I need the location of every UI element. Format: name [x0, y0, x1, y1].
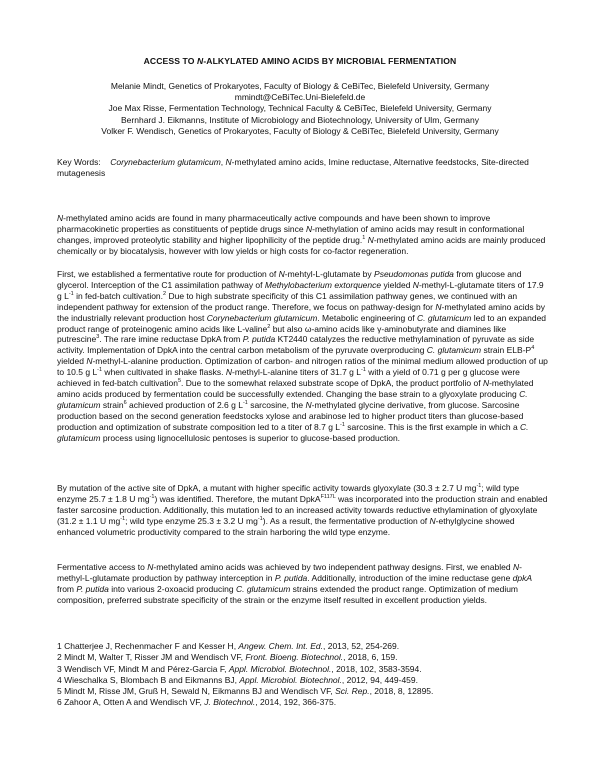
text-run: P. putida	[242, 334, 276, 345]
text-run: N	[147, 562, 154, 572]
text-run: C. glutamicum	[417, 312, 472, 323]
keywords	[57, 157, 549, 179]
reference-authors: 3 Wendisch VF, Mindt M and Pérez-Garcia F,	[57, 663, 229, 674]
text-run: achieved production of 2.6 g L	[126, 399, 243, 410]
text-run: -methyl-L-alanine production. Optimization of carbon- and nitrogen ratios of the minimal medium allowed production of up to 10.5 g L	[57, 356, 548, 378]
keyword-text: ,	[220, 157, 226, 167]
text-run: P. putida	[76, 583, 109, 594]
text-run: P. putida	[274, 572, 308, 583]
text-run: -methylated amino acids by the industrially relevant production host	[57, 301, 545, 323]
reference-authors: 6 Zahoor A, Otten A and Wendisch VF,	[57, 697, 205, 708]
reference-item	[57, 664, 549, 675]
reference-item	[57, 697, 549, 708]
text-run: dpkA	[512, 572, 533, 583]
paper-title	[0, 56, 600, 66]
text-run: when cultivated in shake flasks.	[102, 367, 226, 378]
text-run: -methylated amino acids was achieved by two independent pathway designs. First, we enabled	[153, 562, 513, 572]
reference-authors: 4 Wieschalka S, Blombach B and Eikmanns BJ,	[57, 674, 240, 685]
text-run: -methyl-L-alanine titers of 31.7 g L	[232, 367, 361, 378]
citation-ref: 2	[267, 323, 271, 330]
reference-details: , 2018, 8, 12895.	[369, 686, 434, 697]
paragraph-intro	[57, 213, 549, 257]
reference-details: , 2014, 192, 366-375.	[255, 697, 337, 708]
author-email: mmindt@CeBiTec.Uni-Bielefeld.de	[234, 92, 366, 103]
text-run: . Due to the somewhat relaxed substrate scope of DpkA, the product portfolio of	[181, 378, 483, 389]
text-run: led to an expanded product range of proteinogenic amino acids like L-valine	[57, 312, 547, 334]
reference-journal: Appl. Microbiol. Biotechnol.	[239, 674, 342, 685]
citation-ref: 3	[96, 334, 100, 341]
reference-details: , 2012, 94, 449-459.	[341, 674, 418, 685]
paragraph-conclusion	[57, 562, 549, 606]
reference-item	[57, 686, 549, 697]
text-run: . Additionally, introduction of the imine reductase gene	[307, 572, 513, 583]
text-run: Methylobacterium extorquence	[264, 279, 382, 290]
citation-ref: 5	[177, 378, 182, 385]
reference-details: , 2013, 52, 254-269.	[323, 641, 400, 651]
text-run: ) was identified. Therefore, the mutant DpkA	[154, 493, 321, 504]
author-list	[0, 81, 600, 137]
text-run: ). As a result, the fermentative production of	[262, 515, 430, 526]
citation-ref: 4	[531, 345, 535, 352]
reference-journal: Front. Bioeng. Biotechnol.	[245, 652, 344, 663]
text-run: C. glutamicum	[57, 388, 528, 410]
paragraph-methods	[57, 269, 549, 444]
reference-details: , 2018, 6, 159.	[343, 652, 398, 663]
keyword-text: -methylated amino acids, Imine reductase, Alternative feedstocks, Site-directed mutagenesis	[57, 157, 529, 178]
text-run: ; wild type enzyme 25.7 ± 1.8 U mg	[57, 483, 520, 504]
text-run: strains extended the product range. Optimization of medium composition, preferred substrate specificity of the strain or the enzyme itself resulted in excellent production yields.	[57, 583, 519, 605]
text-run: Fermentative access to	[57, 562, 148, 572]
reference-journal: Sci. Rep.	[335, 686, 370, 697]
text-run: -methylated glycine derivative, from glucose. Sarcosine production based on the second generation feedstocks xylose and arabinose led to higher product titers than glucose-based production and optimization of substrate composition led to a titer of 8.7 g L	[57, 399, 524, 432]
text-run: N	[482, 378, 490, 389]
text-run: C. glutamicum	[57, 421, 529, 443]
text-run: -methyl-L-glutamate titers of 17.9 g L	[57, 279, 544, 301]
text-run: By mutation of the active site of DpkA, a mutant with higher specific activity towards glyoxylate (30.3 ± 2.7 U mg	[57, 483, 477, 493]
reference-journal: J. Biotechnol.	[204, 697, 256, 708]
text-run: from glucose and glycerol. Interception of the C1 assimilation pathway of	[57, 269, 522, 290]
text-run: -methylated amino acids are found in many pharmaceutically active compounds and have been shown to improve pharmacokinetic properties as constituents of peptide drugs since	[57, 213, 491, 234]
title-text: ACCESS TO	[143, 56, 197, 66]
reference-authors: 5 Mindt M, Risse JM, Gruß H, Sewald N, Eikmanns BJ and Wendisch VF,	[57, 686, 336, 697]
text-run: yielded	[57, 356, 87, 367]
text-run: strain	[100, 399, 124, 410]
superscript: -1	[476, 483, 482, 490]
reference-item	[57, 675, 549, 686]
superscript: -1	[340, 421, 345, 428]
superscript: -1	[68, 290, 74, 297]
superscript: -1	[149, 494, 155, 501]
text-run: N	[429, 515, 436, 526]
text-run: First, we established a fermentative route for production of	[57, 269, 279, 279]
text-run: N	[412, 279, 419, 290]
text-run: N	[86, 356, 93, 367]
text-run: N	[367, 234, 374, 245]
keyword-text: Corynebacterium glutamicum	[110, 157, 221, 167]
reference-journal: Appl. Microbiol. Biotechnol.	[228, 663, 332, 674]
author-line: Bernhard J. Eikmanns, Institute of Microbiology and Biotechnology, University of Ulm, Germany	[121, 114, 479, 125]
text-run: -mehtyl-L-glutamate by	[284, 269, 375, 279]
text-run: N	[435, 301, 442, 312]
text-run: was incorporated into the production strain and enabled faster sarcosine production. Additionally, this mutation led to an increased activity towards reductive ethylamination of glyoxylate (31.2 ± 1.1 U mg	[57, 493, 548, 526]
author-line: Volker F. Wendisch, Genetics of Prokaryotes, Faculty of Biology & CeBiTec, Bielefeld University, Germany	[101, 125, 499, 136]
superscript: -1	[257, 515, 263, 522]
text-run: C. glutamicum	[235, 583, 291, 594]
title-text-rest: -ALKYLATED AMINO ACIDS BY MICROBIAL FERMENTATION	[203, 56, 457, 66]
text-run: . The rare imine reductase DpkA from	[99, 334, 243, 345]
citation-ref: 1	[362, 234, 366, 241]
text-run: strain ELB-P	[481, 345, 532, 356]
text-run: into various 2-oxoacid producing	[108, 583, 236, 594]
text-run: C. glutamicum	[426, 345, 482, 356]
paragraph-mutation	[57, 483, 549, 538]
author-line: Melanie Mindt, Genetics of Prokaryotes, Faculty of Biology & CeBiTec, Bielefeld University, Germany	[110, 81, 490, 91]
text-run: KT2440 catalyzes the reductive methylamination of pyruvate as side activity. Implementation of DpkA into the central carbon metabolism of the pyruvate overproducing	[57, 334, 535, 356]
text-run: -methyl-L-glutamate production by pathway interception in	[57, 562, 522, 583]
text-run: in fed-batch cultivation.	[73, 290, 164, 301]
reference-list	[57, 641, 549, 709]
text-run: N	[278, 269, 285, 279]
text-run: with a yield of 0.71 g per g glucose were achieved in fed-batch cultivation	[57, 367, 520, 389]
text-run: process using lignocellulosic pentoses is superior to glucose-based production.	[100, 432, 401, 443]
text-run: N	[512, 562, 520, 572]
text-run: from	[57, 583, 77, 594]
reference-item	[57, 641, 549, 652]
text-run: ; wild type enzyme 25.3 ± 3.2 U mg	[125, 515, 258, 526]
superscript: -1	[242, 400, 248, 407]
text-run: -methylated amino acids are mainly produced chemically or by biocatalysis, however with low yields or high costs for co-factor regeneration.	[57, 234, 546, 256]
citation-ref: 2	[163, 290, 167, 297]
text-run: Corynebacterium glutamicum	[206, 312, 318, 323]
text-run: Pseudomonas putida	[374, 269, 454, 279]
text-run: -methylated amino acids produced by fermentation could be successfully extended. Changing the base strain to a glyoxylate producing	[57, 378, 534, 399]
reference-details: , 2018, 102, 3583-3594.	[331, 663, 422, 674]
superscript: -1	[360, 367, 366, 374]
superscript: F117L	[320, 494, 336, 501]
superscript: -1	[97, 367, 103, 374]
title-italic: N	[197, 56, 204, 66]
reference-journal: Angew. Chem. Int. Ed.	[238, 641, 323, 651]
text-run: N	[225, 367, 232, 378]
text-run: Due to high substrate specificity of this C1 assimilation pathway genes, we continued with an independent pathway for extension of the product range. Therefore, we focus on pathway-design for	[57, 290, 518, 312]
text-run: N	[306, 223, 313, 234]
text-run: N	[305, 399, 312, 410]
text-run: -methylation of amino acids may result in conformational changes, improved proteolytic stability and higher lipophilicity of the peptide drug.	[57, 223, 525, 245]
author-line: Joe Max Risse, Fermentation Technology, Technical Faculty & CeBiTec, Bielefeld University, Germany	[108, 103, 492, 114]
text-run: . Metabolic engineering of	[317, 312, 418, 323]
citation-ref: 6	[123, 400, 127, 407]
reference-authors: 2 Mindt M, Walter T, Risser JM and Wendisch VF,	[57, 652, 246, 663]
text-run: N	[57, 213, 64, 223]
text-run: sarcosine. This is the first example in which a	[344, 421, 521, 432]
superscript: -1	[120, 515, 126, 522]
text-run: but also ω-amino acids like γ-aminobutyrate and diamines like putrescine	[57, 323, 507, 345]
keywords-label: Key Words:	[57, 157, 101, 167]
reference-authors: 1 Chatterjee J, Rechenmacher F and Kesser H,	[57, 641, 239, 651]
keyword-text: N	[225, 157, 232, 167]
reference-item	[57, 652, 549, 663]
text-run: yielded	[381, 279, 413, 290]
text-run: sarcosine, the	[247, 399, 306, 410]
text-run: -ethylglycine showed enhanced volumetric productivity compared to the strain harboring the wild type enzyme.	[57, 515, 515, 537]
